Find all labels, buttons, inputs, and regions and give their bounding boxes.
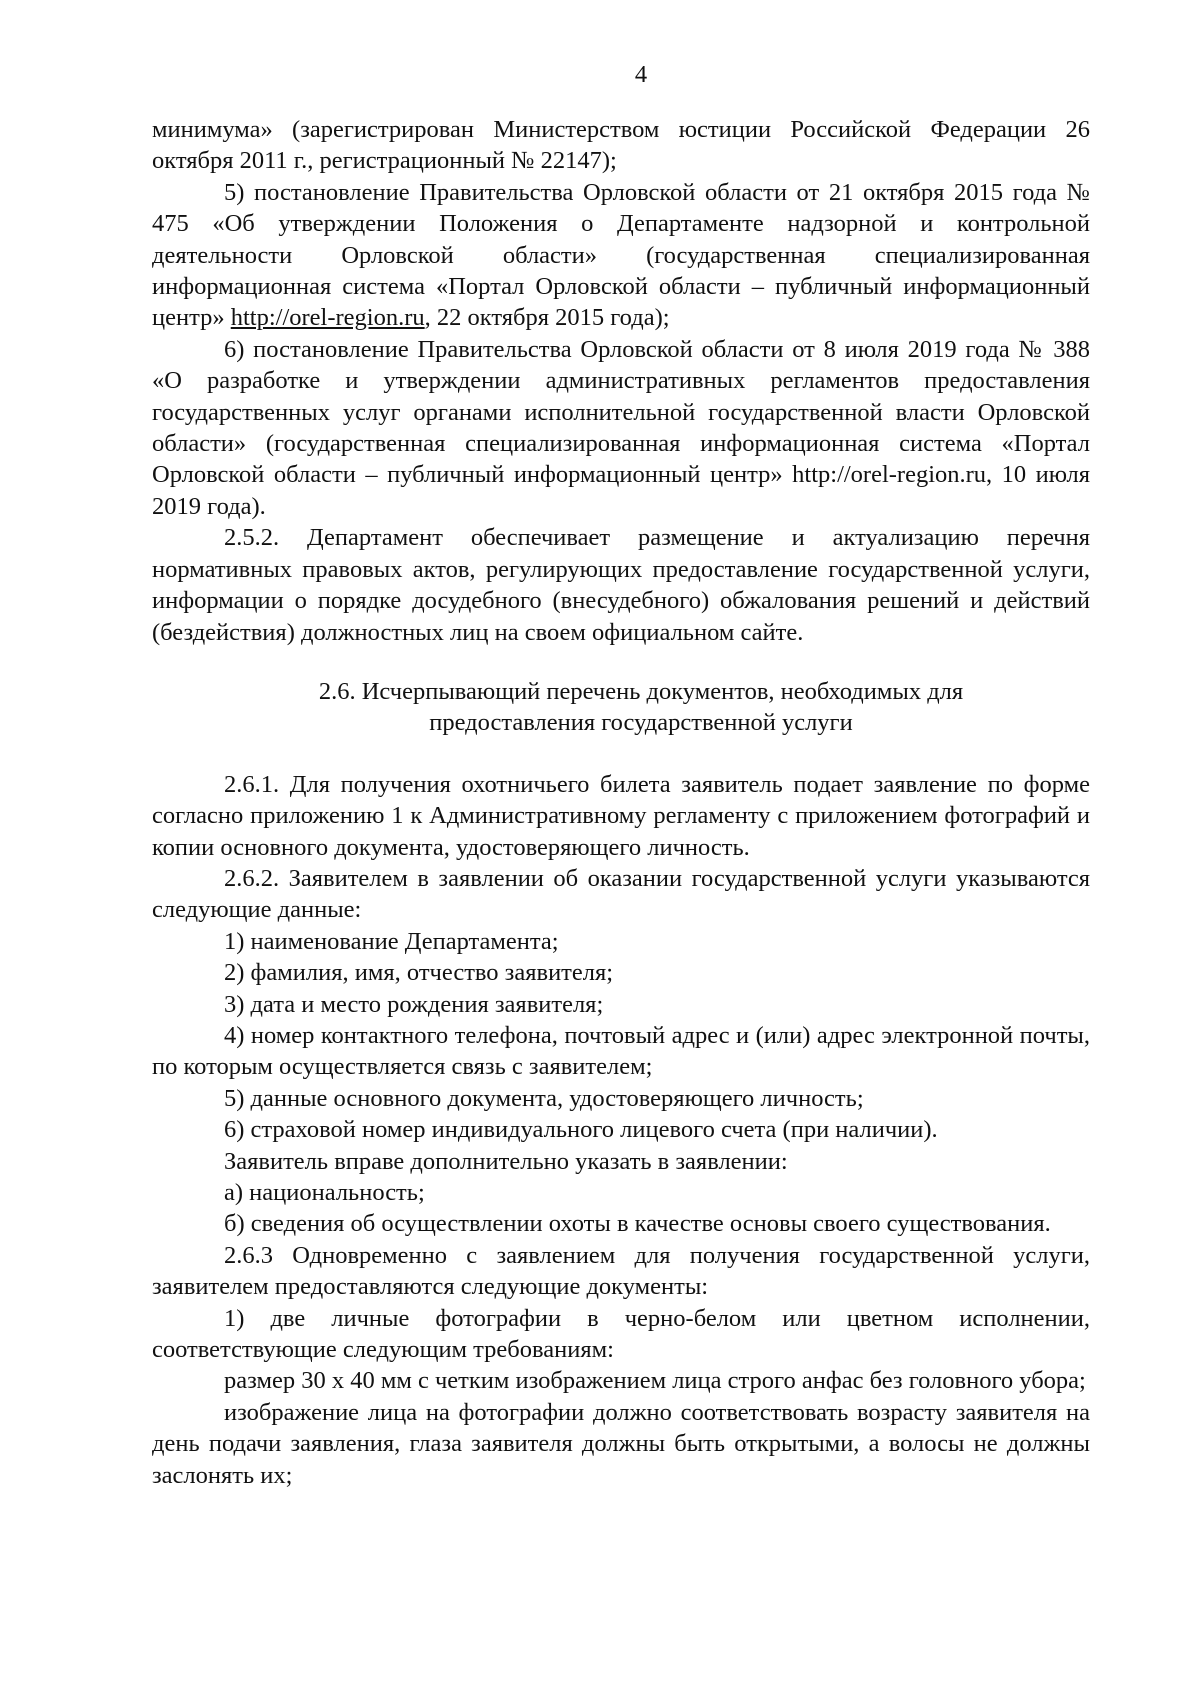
paragraph-photo-face: изображение лица на фотографии должно соответствовать возрасту заявителя на день подачи заявления, глаза заявителя должны быть открытыми, а волосы не должны заслонять их;	[152, 1398, 1090, 1489]
list-item-contacts: 4) номер контактного телефона, почтовый адрес и (или) адрес электронной почты, по которым осуществляется связь с заявителем;	[152, 1021, 1090, 1081]
list-item-nationality: а) национальность;	[224, 1179, 425, 1206]
list-item-identity-document: 5) данные основного документа, удостоверяющего личность;	[224, 1084, 864, 1112]
list-item-department-name: 1) наименование Департамента;	[224, 927, 559, 955]
page-number: 4	[634, 61, 648, 88]
paragraph-resolution-475	[152, 177, 1090, 334]
paragraph-resolution-475-text: 5) постановление Правительства Орловской области от 21 октября 2015 года № 475 «Об утверждении Положения о Департаменте надзорной и контрольной деятельности Орловской области» (государственная специализированная информационная система «Портал Орловской области – публичный информационный центр»	[152, 178, 1090, 332]
paragraph-resolution-475-tail: , 22 октября 2015 года);	[424, 304, 670, 332]
list-item-insurance-number: 6) страховой номер индивидуального лицевого счета (при наличии).	[224, 1116, 938, 1144]
section-heading-line-2: предоставления государственной услуги	[429, 709, 853, 737]
list-item-full-name: 2) фамилия, имя, отчество заявителя;	[224, 959, 614, 987]
orel-region-link[interactable]: http://orel-region.ru	[230, 304, 425, 332]
paragraph-optional-info: Заявитель вправе дополнительно указать в заявлении:	[224, 1147, 788, 1175]
paragraph-minimum-registration: минимума» (зарегистрирован Министерством юстиции Российской Федерации 26 октября 2011 г., регистрационный № 22147);	[152, 116, 1090, 175]
paragraph-2-6-2: 2.6.2. Заявителем в заявлении об оказании государственной услуги указываются следующие данные:	[152, 864, 1090, 924]
paragraph-2-6-3: 2.6.3 Одновременно с заявлением для получения государственной услуги, заявителем предоставляются следующие документы:	[152, 1241, 1090, 1301]
list-item-photographs: 1) две личные фотографии в черно-белом или цветном исполнении, соответствующие следующим требованиям:	[152, 1304, 1090, 1364]
paragraph-photo-size: размер 30 х 40 мм с четким изображением лица строго анфас без головного убора;	[224, 1367, 1086, 1395]
paragraph-resolution-388: 6) постановление Правительства Орловской области от 8 июля 2019 года № 388 «О разработке и утверждении административных регламентов предоставления государственных услуг органами исполнительной государственной власти Орловской области» (государственная специализированная информационная система «Портал Орловской области – публичный информационный центр» http://orel-region.ru, 10 июля 2019 года).	[152, 335, 1090, 520]
list-item-hunting-livelihood: б) сведения об осуществлении охоты в качестве основы своего существования.	[224, 1210, 1051, 1238]
section-heading-2-6	[152, 676, 1090, 739]
list-item-birth-date-place: 3) дата и место рождения заявителя;	[224, 990, 604, 1018]
section-heading-line-1: 2.6. Исчерпывающий перечень документов, необходимых для	[318, 677, 964, 705]
paragraph-2-5-2: 2.5.2. Департамент обеспечивает размещение и актуализацию перечня нормативных правовых актов, регулирующих предоставление государственной услуги, информации о порядке досудебного (внесудебного) обжалования решений и действий (бездействия) должностных лиц на своем официальном сайте.	[152, 524, 1090, 646]
paragraph-2-6-1: 2.6.1. Для получения охотничьего билета заявитель подает заявление по форме согласно приложению 1 к Административному регламенту с приложением фотографий и копии основного документа, удостоверяющего личность.	[152, 770, 1090, 861]
